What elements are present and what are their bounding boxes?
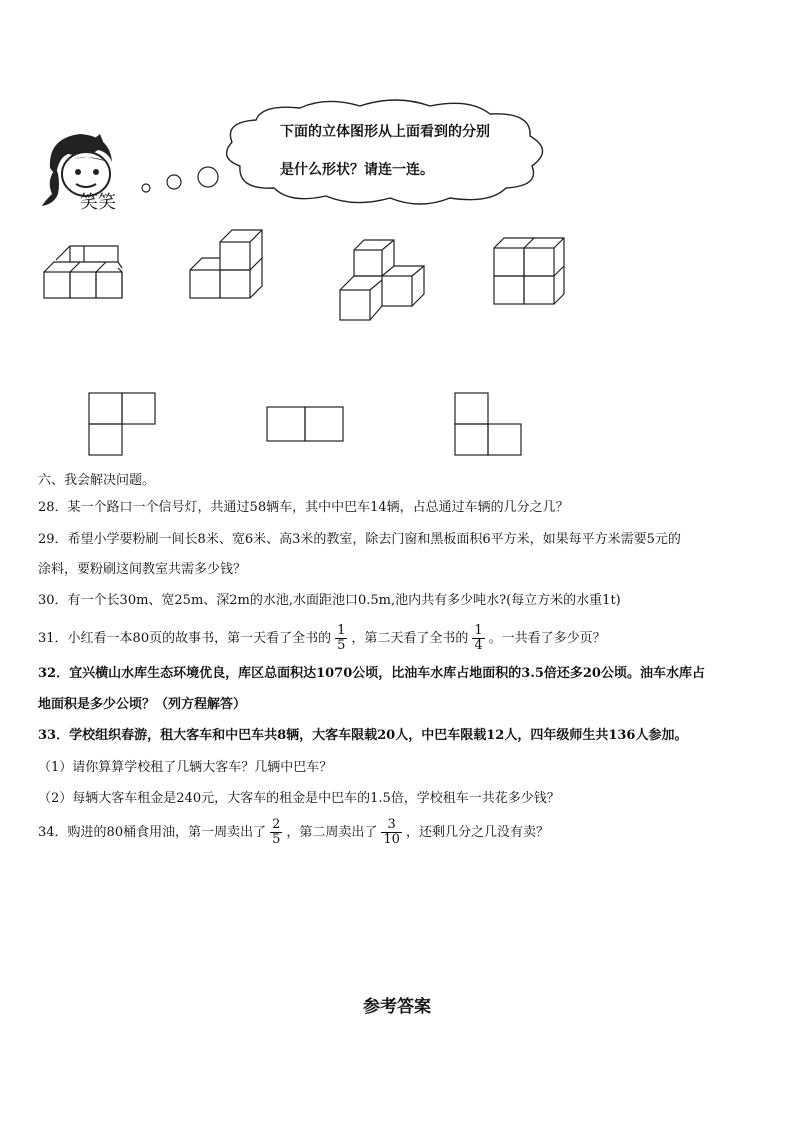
question-31-part1: 31．小红看一本80页的故事书，第一天看了全书的 <box>38 631 332 646</box>
top-view-shape-2 <box>266 406 346 442</box>
question-29-line1: 29．希望小学要粉刷一间长8米、宽6米、高3米的教室，除去门窗和黑板面积6平方米，如果每平方米需要5元的 <box>38 532 681 547</box>
question-30: 30．有一个长30m、宽25m、深2m的水池,水面距池口0.5m,池内共有多少吨水?(每立方米的水重1t) <box>38 593 621 608</box>
fraction-two-fifths: $\frac{2}{5}$ <box>272 817 281 847</box>
fraction-one-quarter: $\frac{1}{4}$ <box>474 623 483 653</box>
character-label: 笑笑 <box>80 192 116 213</box>
cube-figure-3 <box>340 238 428 324</box>
question-32-line1: 32．宜兴横山水库生态环境优良，库区总面积达1070公顷，比油车水库占地面积的3.5倍还多20公顷。油车水库占 <box>38 666 705 681</box>
bubble-text-line1: 下面的立体图形从上面看到的分别 <box>280 124 490 140</box>
question-33-sub1: （1）请你算算学校租了几辆大客车？几辆中巴车？ <box>38 760 333 775</box>
fraction-one-fifth: $\frac{1}{5}$ <box>337 623 346 653</box>
question-33-sub2: （2）每辆大客车租金是240元，大客车的租金是中巴车的1.5倍，学校租车一共花多少钱？ <box>38 791 560 806</box>
question-33: 33．学校组织春游，租大客车和中巴车共8辆，大客车限载20人，中巴车限载12人，四年级师生共136人参加。 <box>38 728 688 743</box>
cube-figure-1 <box>44 246 124 302</box>
top-view-shape-3 <box>454 392 526 456</box>
question-32-line2: 地面积是多少公顷？（列方程解答） <box>38 697 247 712</box>
top-view-shape-1 <box>88 392 158 456</box>
question-34-part3: ，还剩几分之几没有卖？ <box>405 825 549 840</box>
question-31 <box>38 624 606 653</box>
question-28: 28．某一个路口一个信号灯，共通过58辆车，其中中巴车14辆，占总通过车辆的几分之几？ <box>38 500 569 515</box>
fraction-three-tenths: $\frac{3}{10}$ <box>383 817 400 847</box>
cube-figure-2 <box>190 228 264 300</box>
question-34-part1: 34．购进的80桶食用油，第一周卖出了 <box>38 825 267 840</box>
thought-bubble <box>140 100 600 210</box>
question-29-line2: 涂料，要粉刷这间教室共需多少钱？ <box>38 562 247 577</box>
bubble-text-line2: 是什么形状？请连一连。 <box>280 162 434 178</box>
question-34 <box>38 818 549 847</box>
cube-figure-4 <box>494 238 568 308</box>
question-34-part2: ，第二周卖出了 <box>286 825 378 840</box>
section-title: 六、我会解决问题。 <box>38 473 156 488</box>
answers-title: 参考答案 <box>363 997 431 1017</box>
question-31-part3: 。一共看了多少页？ <box>488 631 606 646</box>
question-31-part2: ，第二天看了全书的 <box>351 631 469 646</box>
